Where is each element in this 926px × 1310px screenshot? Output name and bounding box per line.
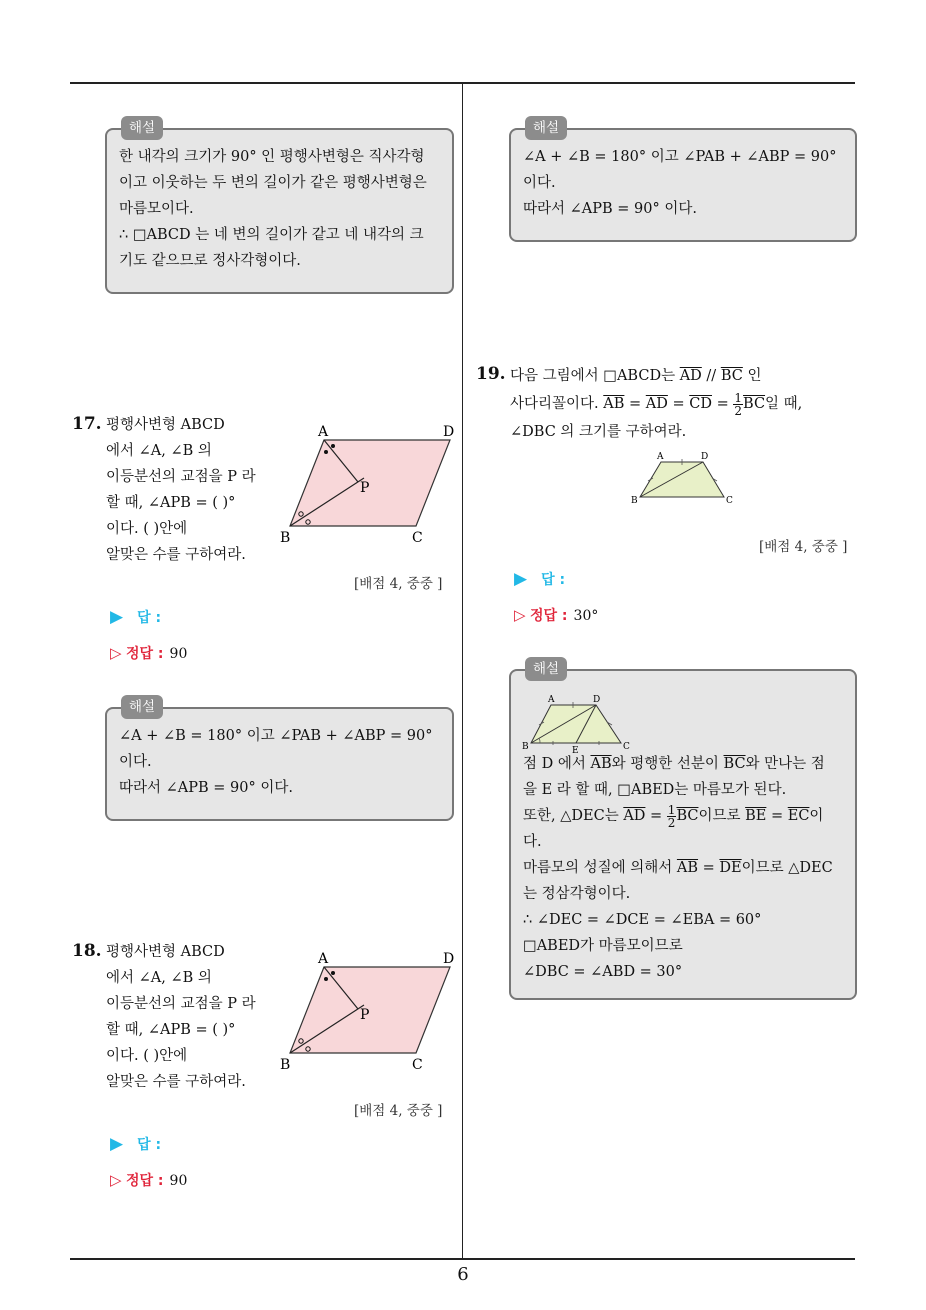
vertex-a-label: A [548,695,555,705]
explanation-line: 마름모이다. [119,201,194,217]
answer-label: 답 : [541,572,566,588]
segment-ec: $\overline{EC}$ [787,808,810,824]
text: 와 평행한 선분이 [611,756,724,772]
explanation-line: □ABED가 마름모이므로 [523,938,683,954]
parallel-symbol: // [701,368,721,384]
explanation-line: ∠A + ∠B = 180° 이고 ∠PAB + ∠ABP = 90° [119,728,433,744]
segment-be: $\overline{BE}$ [745,808,767,824]
solution-label: 정답 : [126,1173,164,1189]
play-icon: ▶ [514,569,528,589]
answer-row [110,607,161,627]
question-text [106,412,256,568]
segment-cd: $\overline{CD}$ [689,396,712,412]
points-label: [배점 4, 중중 ] [354,576,443,592]
segment-bc: $\overline{BC}$ [723,756,746,772]
points-label: [배점 4, 중중 ] [759,539,848,555]
explanation-box-16 [105,120,454,294]
question-line: 에서 ∠A, ∠B 의 [106,443,212,459]
question-line: 평행사변형 ABCD [106,417,225,433]
answer-row [110,1134,161,1154]
vertex-b-label: B [280,530,291,546]
explanation-line: ∠A + ∠B = 180° 이고 ∠PAB + ∠ABP = 90° [523,149,837,165]
outline-play-icon: ▷ [514,606,526,624]
explanation-box-19 [509,661,857,1000]
text: 이 [809,808,824,824]
explanation-line: 는 정삼각형이다. [523,886,631,902]
vertex-d-label: D [443,951,455,967]
question-line [510,390,802,418]
explanation-line: 한 내각의 크기가 90° 인 평행사변형은 직사각형 [119,149,425,165]
question-line: 이다. ( )안에 [106,521,188,537]
play-icon: ▶ [110,607,124,627]
vertex-a-label: A [657,452,664,462]
outline-play-icon: ▷ [110,1171,122,1189]
vertex-e-label: E [572,746,579,755]
vertex-c-label: C [726,496,733,506]
solution-value: 30° [573,608,599,624]
question-text [510,362,802,446]
fraction-numerator: 1 [734,390,743,405]
equals: = [624,396,646,412]
vertex-c-label: C [412,1057,423,1073]
question-line: 이등분선의 교점을 P 라 [106,469,256,485]
explanation-tag: 해설 [121,116,163,140]
segment-ad: $\overline{AD}$ [645,396,668,412]
text: 점 D 에서 [523,756,591,772]
explanation-line: 이다. [119,754,152,770]
explanation-line: 이고 이웃하는 두 변의 길이가 같은 평행사변형은 [119,175,427,191]
points-label: [배점 4, 중중 ] [354,1103,443,1119]
text: 일 때, [765,396,803,412]
question-line [510,362,802,390]
question-line: 에서 ∠A, ∠B 의 [106,970,212,986]
answer-label: 답 : [137,1137,162,1153]
segment-ad: $\overline{AD}$ [679,368,702,384]
question-line: ∠DBC 의 크기를 구하여라. [510,424,687,440]
explanation-tag: 해설 [525,657,567,681]
segment-ab: $\overline{AB}$ [603,396,625,412]
bottom-rule [70,1258,855,1260]
question-line: 알맞은 수를 구하여라. [106,1074,246,1090]
point-p-label: P [360,480,370,496]
vertex-a-label: A [318,424,329,440]
question-line: 이다. ( )안에 [106,1048,188,1064]
equals: = [766,808,788,824]
fraction [733,392,743,417]
text: 또한, △DEC는 [523,808,624,824]
vertex-d-label: D [443,424,455,440]
equals: = [712,396,734,412]
equals: = [667,396,690,412]
solution-row [110,643,187,663]
vertex-b-label: B [631,496,638,506]
explanation-tag: 해설 [121,695,163,719]
fraction-numerator: 1 [667,802,676,817]
answer-row [514,569,565,589]
explanation-line [523,855,843,881]
vertex-b-label: B [280,1057,291,1073]
segment-ad: $\overline{AD}$ [623,808,646,824]
outline-play-icon: ▷ [110,644,122,662]
equals: = [698,860,720,876]
question-line: 할 때, ∠APB = ( )° [106,495,236,511]
parallelogram-figure [278,420,458,550]
question-text [106,939,256,1095]
explanation-line: 따라서 ∠APB = 90° 이다. [523,201,697,217]
explanation-line: 이다. [523,175,556,191]
vertex-c-label: C [412,530,423,546]
explanation-line: 따라서 ∠APB = 90° 이다. [119,780,293,796]
text: 마름모의 성질에 의해서 [523,860,677,876]
play-icon: ▶ [110,1134,124,1154]
segment-ab: $\overline{AB}$ [676,860,699,876]
column-divider [462,84,463,1258]
text: 이므로 △DEC [741,860,833,876]
vertex-a-label: A [318,951,329,967]
explanation-line: ∴ □ABCD 는 네 변의 길이가 같고 네 내각의 크 [119,227,424,243]
question-line: 알맞은 수를 구하여라. [106,547,246,563]
solution-label: 정답 : [530,608,568,624]
solution-label: 정답 : [126,646,164,662]
explanation-line [523,803,843,829]
fraction [667,804,677,829]
parallelogram-figure [278,947,458,1077]
explanation-tag: 해설 [525,116,567,140]
segment-de: $\overline{DE}$ [719,860,742,876]
segment-bc: $\overline{BC}$ [720,368,743,384]
question-line: 할 때, ∠APB = ( )° [106,1022,236,1038]
trapezoid-figure [628,450,738,510]
explanation-box-18 [509,120,857,242]
question-number: 18. [72,941,102,961]
answer-label: 답 : [137,610,162,626]
solution-value: 90 [169,1173,188,1189]
explanation-line: 다. [523,834,542,850]
vertex-d-label: D [701,452,709,462]
text: 인 [742,368,762,384]
vertex-d-label: D [593,695,601,705]
solution-value: 90 [169,646,188,662]
fraction-denominator: 2 [734,403,743,418]
vertex-b-label: B [522,742,529,752]
text: 와 만나는 점 [745,756,825,772]
solution-row [110,1170,187,1190]
question-line: 이등분선의 교점을 P 라 [106,996,256,1012]
explanation-line: 을 E 라 할 때, □ABED는 마름모가 된다. [523,782,787,798]
text: 이므로 [698,808,746,824]
explanation-box-17 [105,699,454,821]
vertex-c-label: C [623,742,630,752]
point-p-label: P [360,1007,370,1023]
page-number: 6 [457,1264,469,1285]
explanation-line: ∠DBC = ∠ABD = 30° [523,964,683,980]
rhombus-figure [521,693,639,755]
explanation-line: 기도 같으므로 정사각형이다. [119,253,301,269]
text: 다음 그림에서 □ABCD는 [510,368,680,384]
fraction-denominator: 2 [667,815,676,830]
segment-bc: $\overline{BC}$ [676,808,699,824]
text: 사다리꼴이다. [510,396,604,412]
segment-ab: $\overline{AB}$ [590,756,612,772]
segment-bc: $\overline{BC}$ [743,396,766,412]
equals: = [645,808,667,824]
solution-row [514,605,598,625]
question-line: 평행사변형 ABCD [106,944,225,960]
explanation-line: ∴ ∠DEC = ∠DCE = ∠EBA = 60° [523,912,762,928]
question-number: 17. [72,414,102,434]
question-number: 19. [476,364,506,384]
